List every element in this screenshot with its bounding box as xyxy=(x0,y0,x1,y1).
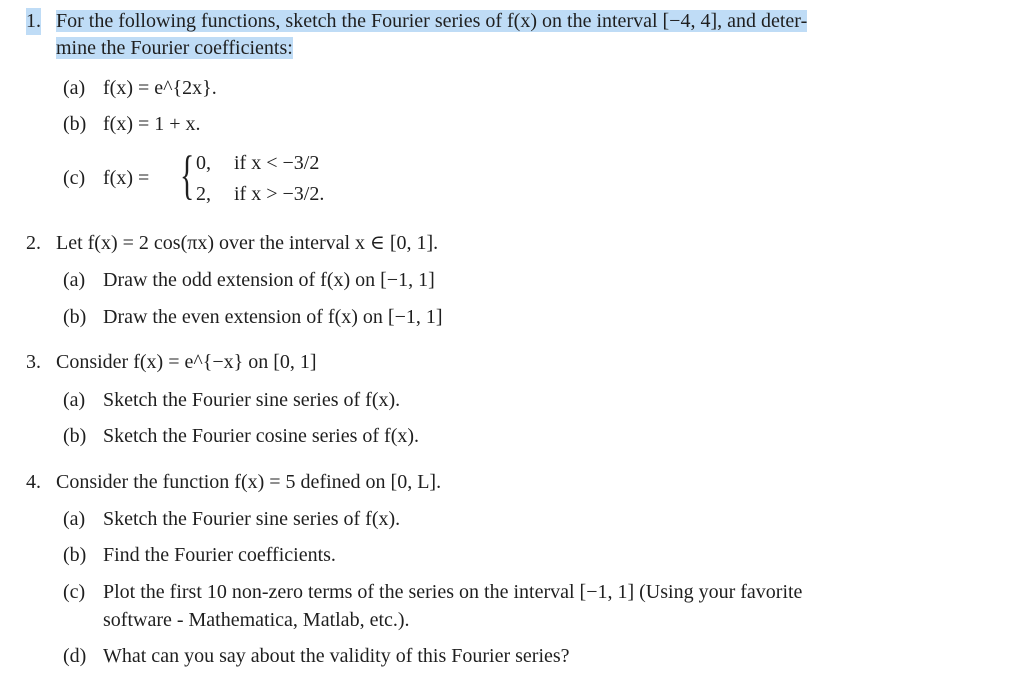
problem-number: 3. xyxy=(26,351,41,373)
part-label: (a) xyxy=(63,269,86,291)
case-condition: if x > −3/2. xyxy=(234,183,325,205)
problem-1-part-c xyxy=(0,145,1024,208)
part-text: Sketch the Fourier sine series of f(x). xyxy=(103,389,401,411)
problem-stem: Consider f(x) = e^{−x} on [0, 1] xyxy=(56,351,317,373)
highlighted-text: For the following functions, sketch the Fourier series of f(x) on the interval [−4, 4], and deter- xyxy=(56,10,808,32)
part-label: (b) xyxy=(63,425,87,447)
problem-stem: Consider the function f(x) = 5 defined on [0, L]. xyxy=(56,471,442,493)
part-text-line-1: Plot the first 10 non-zero terms of the series on the interval [−1, 1] (Using your favorite xyxy=(103,581,803,603)
part-label: (b) xyxy=(63,306,87,328)
part-label: (d) xyxy=(63,645,87,667)
part-label: (a) xyxy=(63,508,86,530)
part-text: Find the Fourier coefficients. xyxy=(103,544,336,566)
part-label: (a) xyxy=(63,389,86,411)
part-text-line-2: software - Mathematica, Matlab, etc.). xyxy=(103,609,410,631)
part-text: Sketch the Fourier sine series of f(x). xyxy=(103,508,401,530)
case-value: 2, xyxy=(196,183,211,205)
part-label: (a) xyxy=(63,77,86,99)
problem-stem-line-2 xyxy=(56,35,986,62)
part-text: f(x) = e^{2x}. xyxy=(103,77,217,99)
part-label: (b) xyxy=(63,544,87,566)
part-label: (b) xyxy=(63,113,87,135)
part-text: Sketch the Fourier cosine series of f(x). xyxy=(103,425,420,447)
problem-number: 2. xyxy=(26,232,41,254)
piecewise-lhs: f(x) = xyxy=(103,167,150,189)
problem-stem: Let f(x) = 2 cos(πx) over the interval x ∈ [0, 1]. xyxy=(56,232,439,254)
part-label: (c) xyxy=(63,167,86,189)
case-value: 0, xyxy=(196,152,211,174)
problem-stem-line-1 xyxy=(56,8,986,35)
case-condition: if x < −3/2 xyxy=(234,152,320,174)
left-brace-symbol: { xyxy=(180,145,195,205)
problem-number: 4. xyxy=(26,471,41,493)
part-text: Draw the odd extension of f(x) on [−1, 1] xyxy=(103,269,435,291)
part-text: What can you say about the validity of this Fourier series? xyxy=(103,645,570,667)
part-text: f(x) = 1 + x. xyxy=(103,113,201,135)
highlighted-text: mine the Fourier coefficients: xyxy=(56,37,293,59)
problem-number: 1. xyxy=(26,8,41,35)
part-text: Draw the even extension of f(x) on [−1, 1] xyxy=(103,306,443,328)
part-label: (c) xyxy=(63,581,86,603)
